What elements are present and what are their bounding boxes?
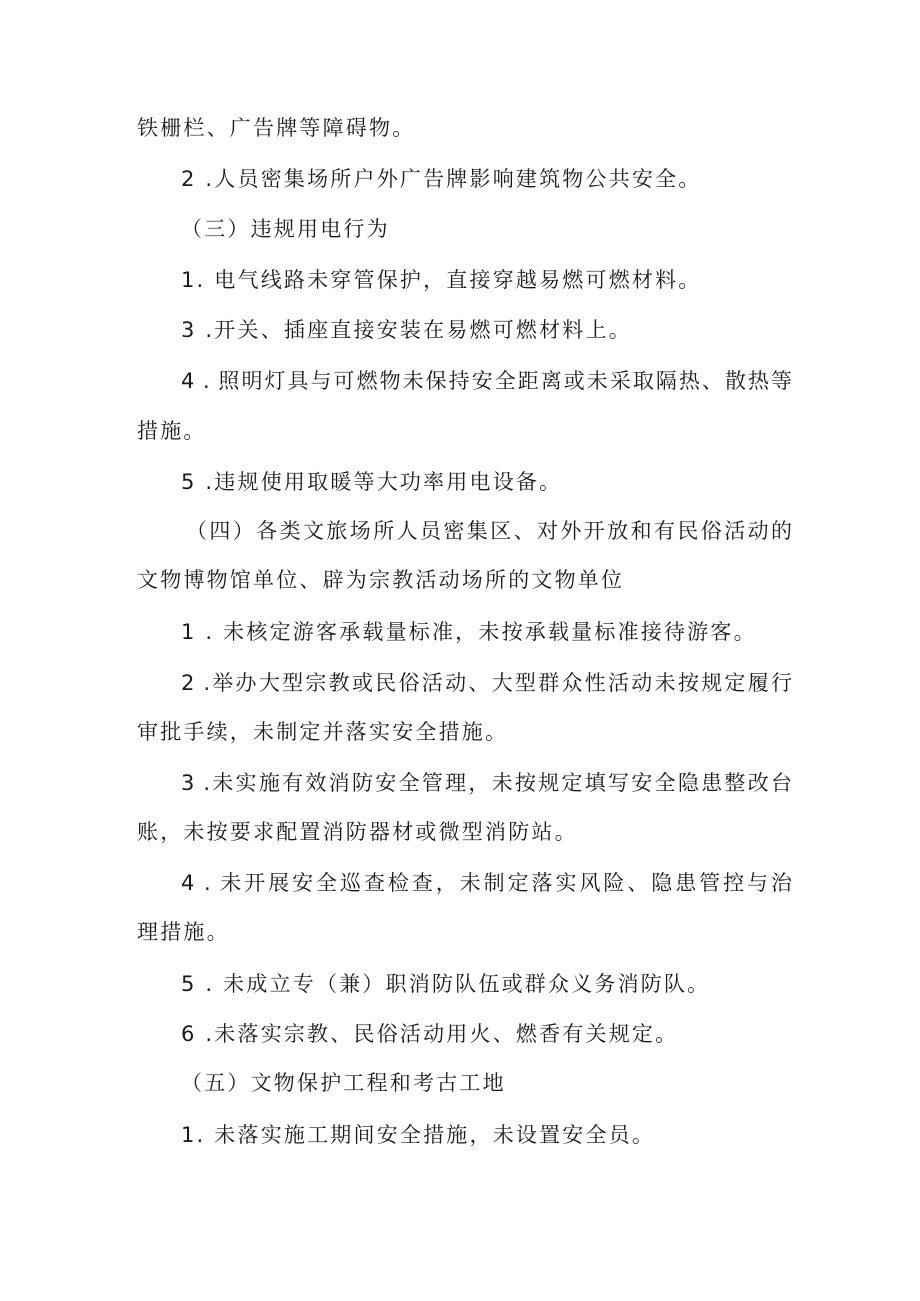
paragraph-line: 审批手续，未制定并落实安全措施。 [137,720,509,744]
paragraph-line: 2 .举办大型宗教或民俗活动、大型群众性活动未按规定履行 [181,671,792,695]
paragraph-line: 理措施。 [137,920,230,944]
paragraph-line: 4 . 照明灯具与可燃物未保持安全距离或未采取隔热、散热等 [181,369,792,393]
section-heading: （四）各类文旅场所人员密集区、对外开放和有民俗活动的 [186,519,792,543]
paragraph-line: 3 .未实施有效消防安全管理，未按规定填写安全隐患整改台 [181,771,792,795]
paragraph-line: 5 .违规使用取暖等大功率用电设备。 [181,470,563,494]
paragraph-line: 1. 电气线路未穿管保护，直接穿越易燃可燃材料。 [181,268,702,292]
paragraph-line: 3 .开关、插座直接安装在易燃可燃材料上。 [181,318,632,342]
paragraph-line: 2 .人员密集场所户外广告牌影响建筑物公共安全。 [181,167,702,191]
paragraph-line: 铁栅栏、广告牌等障碍物。 [137,116,416,140]
paragraph-line: 4 . 未开展安全巡查检查，未制定落实风险、隐患管控与治 [181,871,792,895]
section-heading: （三）违规用电行为 [181,217,390,241]
paragraph-line: 5 . 未成立专（兼）职消防队伍或群众义务消防队。 [181,972,711,996]
section-heading: （五）文物保护工程和考古工地 [181,1071,506,1095]
section-heading: 文物博物馆单位、辟为宗教活动场所的文物单位 [137,568,625,592]
paragraph-line: 6 .未落实宗教、民俗活动用火、燃香有关规定。 [181,1022,679,1046]
paragraph-line: 措施。 [137,419,207,443]
paragraph-line: 1 . 未核定游客承载量标准，未按承载量标准接待游客。 [181,620,757,644]
paragraph-line: 1. 未落实施工期间安全措施，未设置安全员。 [181,1123,656,1147]
paragraph-line: 账，未按要求配置消防器材或微型消防站。 [137,820,578,844]
